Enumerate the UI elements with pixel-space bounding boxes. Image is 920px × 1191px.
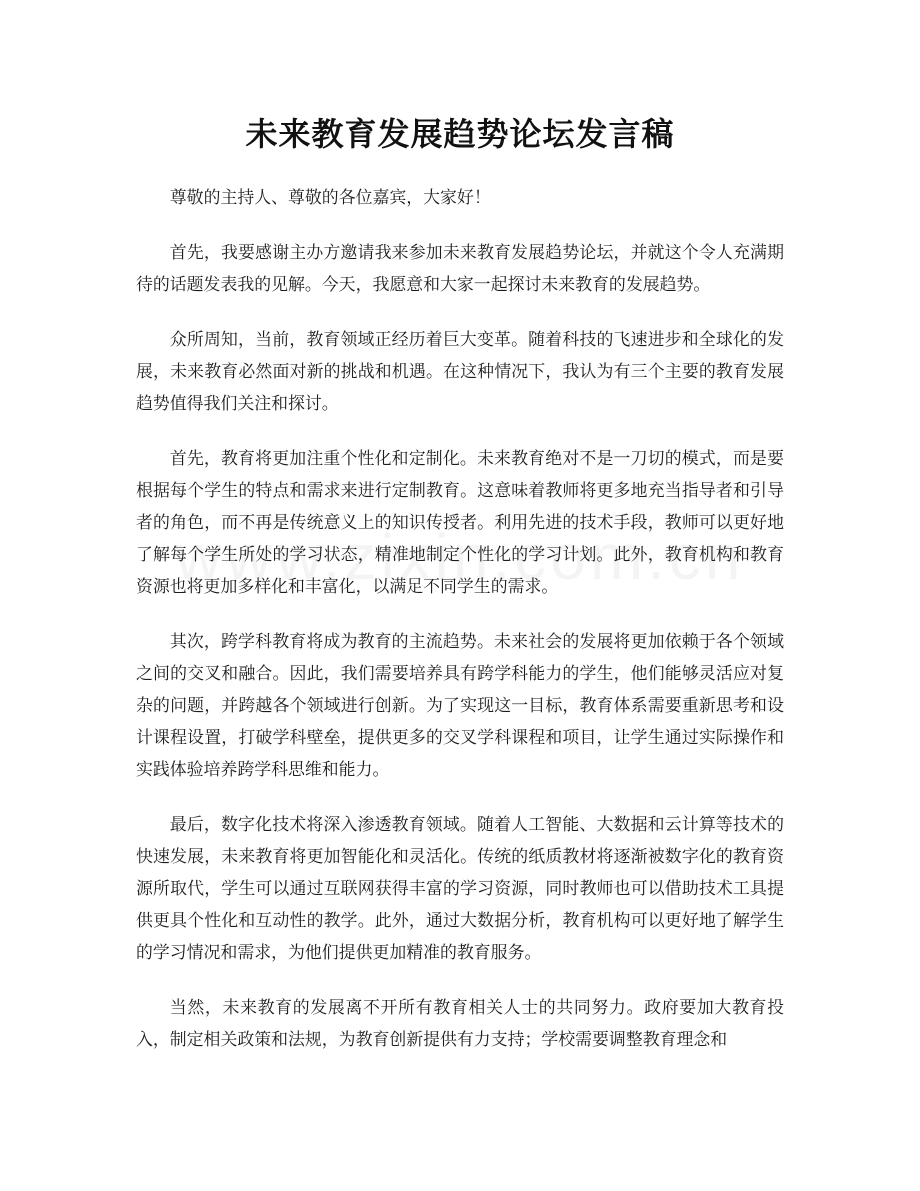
paragraph-context: 众所周知，当前，教育领域正经历着巨大变革。随着科技的飞速进步和全球化的发展，未来教育必然面对新的挑战和机遇。在这种情况下，我认为有三个主要的教育发展趋势值得我们关注和探讨。 — [136, 329, 784, 413]
paragraph-trend-digitalization: 最后，数字化技术将深入渗透教育领域。随着人工智能、大数据和云计算等技术的快速发展，未来教育将更加智能化和灵活化。传统的纸质教材将逐渐被数字化的教育资源所取代，学生可以通过互联网获得丰富的学习资源，同时教师也可以借助技术工具提供更具个性化和互动性的教学。此外，通过大数据分析，教育机构可以更好地了解学生的学习情况和需求，为他们提供更加精准的教育服务。 — [136, 814, 784, 962]
document-body — [136, 181, 784, 1055]
paragraph-joint-effort: 当然，未来教育的发展离不开所有教育相关人士的共同努力。政府要加大教育投入，制定相关政策和法规，为教育创新提供有力支持；学校需要调整教育理念和 — [136, 997, 784, 1049]
paragraph-greeting: 尊敬的主持人、尊敬的各位嘉宾，大家好！ — [169, 187, 491, 207]
paragraph-trend-interdisciplinary: 其次，跨学科教育将成为教育的主流趋势。未来社会的发展将更加依赖于各个领域之间的交叉和融合。因此，我们需要培养具有跨学科能力的学生，他们能够灵活应对复杂的问题，并跨越各个领域进行创新。为了实现这一目标，教育体系需要重新思考和设计课程设置，打破学科壁垒，提供更多的交叉学科课程和项目，让学生通过实际操作和实践体验培养跨学科思维和能力。 — [136, 631, 784, 779]
document-title: 未来教育发展趋势论坛发言稿 — [245, 115, 675, 153]
paragraph-introduction: 首先，我要感谢主办方邀请我来参加未来教育发展趋势论坛，并就这个令人充满期待的话题发表我的见解。今天，我愿意和大家一起探讨未来教育的发展趋势。 — [136, 242, 784, 294]
paragraph-trend-personalization: 首先，教育将更加注重个性化和定制化。未来教育绝对不是一刀切的模式，而是要根据每个学生的特点和需求来进行定制教育。这意味着教师将更多地充当指导者和引导者的角色，而不再是传统意义上的知识传授者。利用先进的技术手段，教师可以更好地了解每个学生所处的学习状态，精准地制定个性化的学习计划。此外，教育机构和教育资源也将更加多样化和丰富化，以满足不同学生的需求。 — [136, 448, 784, 596]
